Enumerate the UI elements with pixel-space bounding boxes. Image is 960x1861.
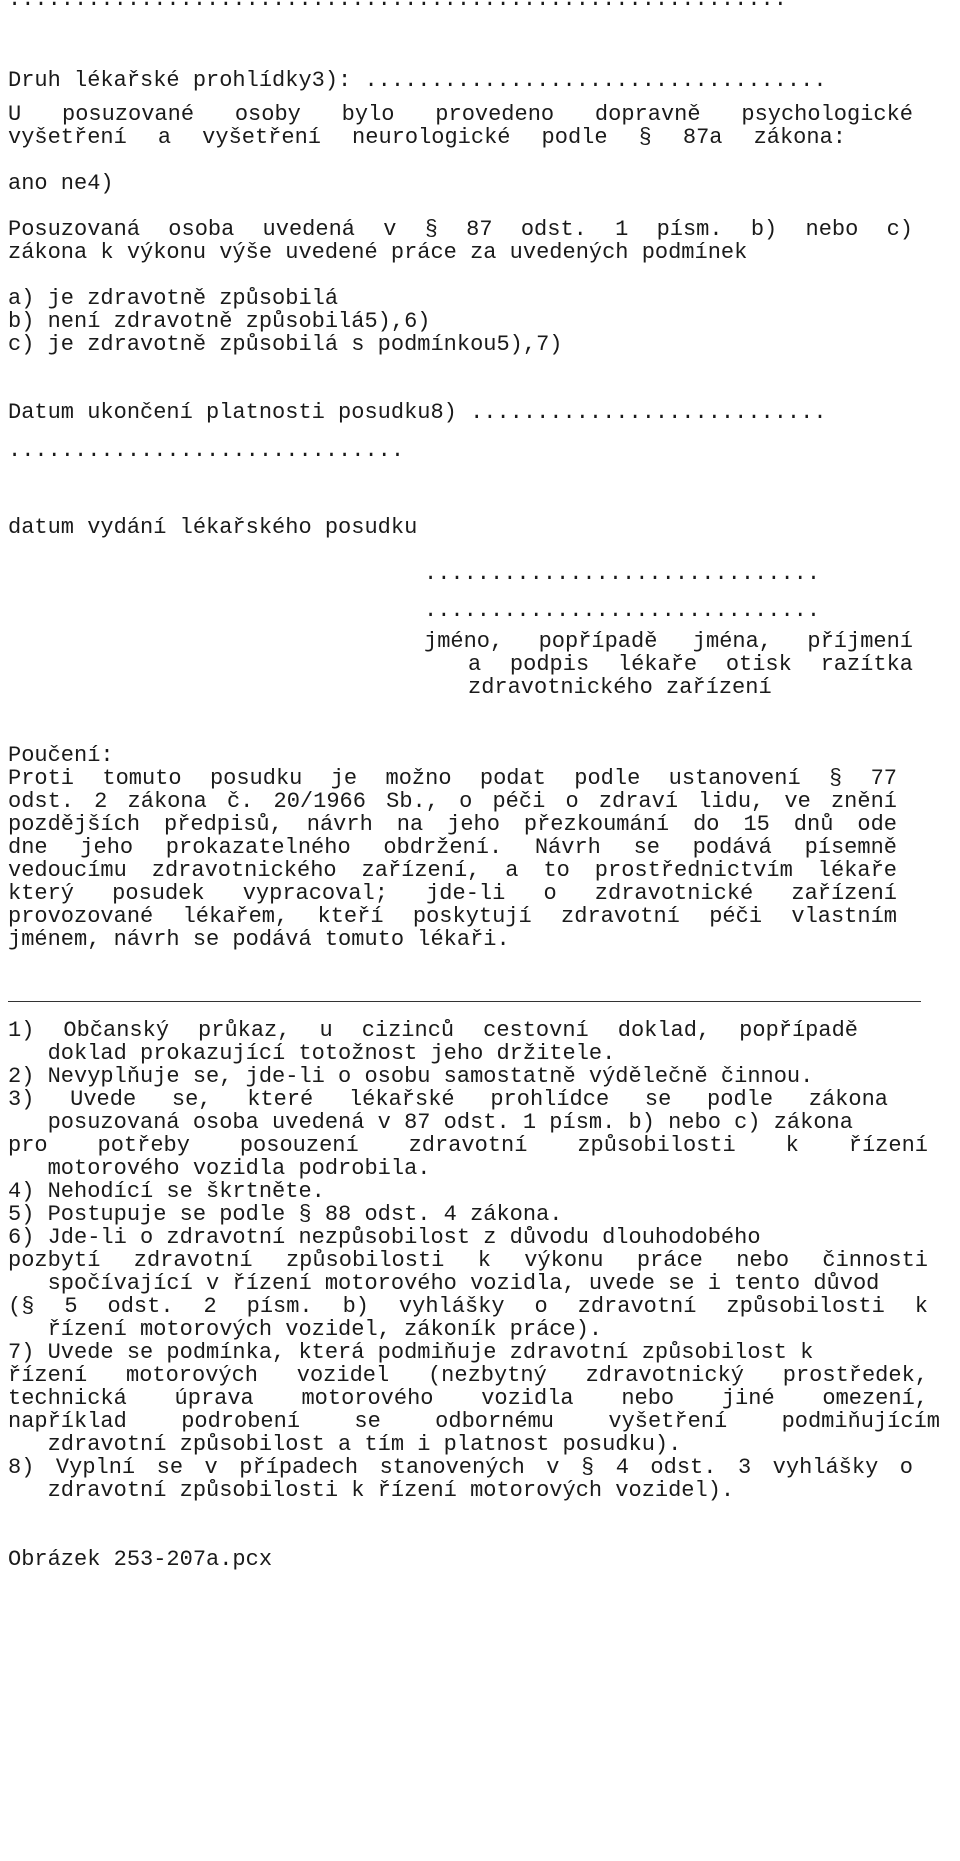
exam-type-line: Druh lékařské prohlídky3): ................................... (8, 68, 827, 93)
footnote-6-cont: pozbytí zdravotní způsobilosti k výkonu práce nebo činnosti (8, 1248, 928, 1273)
psych-exam-line-2: vyšetření a vyšetření neurologické podle § 87a zákona: (8, 125, 846, 150)
option-c: c) je zdravotně způsobilá s podmínkou5),7) (8, 332, 563, 357)
instruction-line: jménem, návrh se podává tomuto lékaři. (8, 927, 510, 952)
assessment-line-1: Posuzovaná osoba uvedená v § 87 odst. 1 písm. b) nebo c) (8, 217, 913, 242)
footnote-3-cont: pro potřeby posouzení zdravotní způsobilosti k řízení (8, 1133, 928, 1158)
instruction-line: odst. 2 zákona č. 20/1966 Sb., o péči o zdraví lidu, ve znění (8, 789, 897, 814)
footnote-7-cont: technická úprava motorového vozidla nebo jiné omezení, (8, 1386, 928, 1411)
footnote-1: 1) Občanský průkaz, u cizinců cestovní doklad, popřípadě (8, 1018, 858, 1043)
instruction-line: vedoucímu zdravotnického zařízení, a to prostřednictvím lékaře (8, 858, 897, 883)
footnote-1-cont: doklad prokazující totožnost jeho držitele. (8, 1041, 616, 1066)
validity-end-dots: .............................. (8, 438, 405, 463)
assessment-line-2: zákona k výkonu výše uvedené práce za uvedených podmínek (8, 240, 748, 265)
yes-no-choice: ano ne4) (8, 171, 114, 196)
footnote-7-cont: zdravotní způsobilost a tím i platnost posudku). (8, 1432, 682, 1457)
footnote-3-cont: motorového vozidla podrobila. (8, 1156, 431, 1181)
footnote-6: 6) Jde-li o zdravotní nezpůsobilost z důvodu dlouhodobého (8, 1225, 761, 1250)
option-a: a) je zdravotně způsobilá (8, 286, 339, 311)
footnote-3: 3) Uvede se, které lékařské prohlídce se podle zákona (8, 1087, 888, 1112)
footnote-separator (8, 1001, 921, 1002)
figure-caption: Obrázek 253-207a.pcx (8, 1547, 273, 1572)
footnote-2: 2) Nevyplňuje se, jde-li o osobu samostatně výdělečně činnou. (8, 1064, 814, 1089)
signature-dots-1: .............................. (424, 561, 821, 586)
footnote-7-cont: řízení motorových vozidel (nezbytný zdravotnický prostředek, (8, 1363, 928, 1388)
top-dotted-line (8, 0, 787, 13)
psych-exam-line-1: U posuzované osoby bylo provedeno dopravně psychologické (8, 102, 913, 127)
footnote-7: 7) Uvede se podmínka, která podmiňuje zdravotní způsobilost k (8, 1340, 814, 1365)
instruction-line: Proti tomuto posudku je možno podat podle ustanovení § 77 (8, 766, 897, 791)
footnote-7-cont: například podrobení se odbornému vyšetření podmiňujícím (8, 1409, 940, 1434)
footnote-4: 4) Nehodící se škrtněte. (8, 1179, 325, 1204)
instruction-line: pozdějších předpisů, návrh na jeho přezkoumání do 15 dnů ode (8, 812, 897, 837)
signature-stamp-caption: a podpis lékaře otisk razítka (468, 652, 913, 677)
instruction-line: provozované lékařem, kteří poskytují zdravotní péči vlastním (8, 904, 897, 929)
signature-name-caption: jméno, popřípadě jména, příjmení (424, 629, 913, 654)
footnote-5: 5) Postupuje se podle § 88 odst. 4 zákona. (8, 1202, 563, 1227)
issue-date-label: datum vydání lékařského posudku (8, 515, 418, 540)
footnote-6-cont: (§ 5 odst. 2 písm. b) vyhlášky o zdravotní způsobilosti k (8, 1294, 928, 1319)
footnote-6-cont: řízení motorových vozidel, zákoník práce). (8, 1317, 603, 1342)
signature-dots-2: .............................. (424, 598, 821, 623)
footnote-8: 8) Vyplní se v případech stanovených v § 4 odst. 3 vyhlášky o (8, 1455, 913, 1480)
footnote-3-cont: posuzovaná osoba uvedená v 87 odst. 1 písm. b) nebo c) zákona (8, 1110, 853, 1135)
footnote-8-cont: zdravotní způsobilosti k řízení motorových vozidel). (8, 1478, 735, 1503)
option-b: b) není zdravotně způsobilá5),6) (8, 309, 431, 334)
signature-facility-caption: zdravotnického zařízení (468, 675, 772, 700)
instruction-heading: Poučení: (8, 743, 114, 768)
footnote-6-cont: spočívající v řízení motorového vozidla, uvede se i tento důvod (8, 1271, 880, 1296)
instruction-line: který posudek vypracoval; jde-li o zdravotnické zařízení (8, 881, 897, 906)
instruction-line: dne jeho prokazatelného obdržení. Návrh se podává písemně (8, 835, 897, 860)
validity-end-line: Datum ukončení platnosti posudku8) ........................... (8, 400, 827, 425)
